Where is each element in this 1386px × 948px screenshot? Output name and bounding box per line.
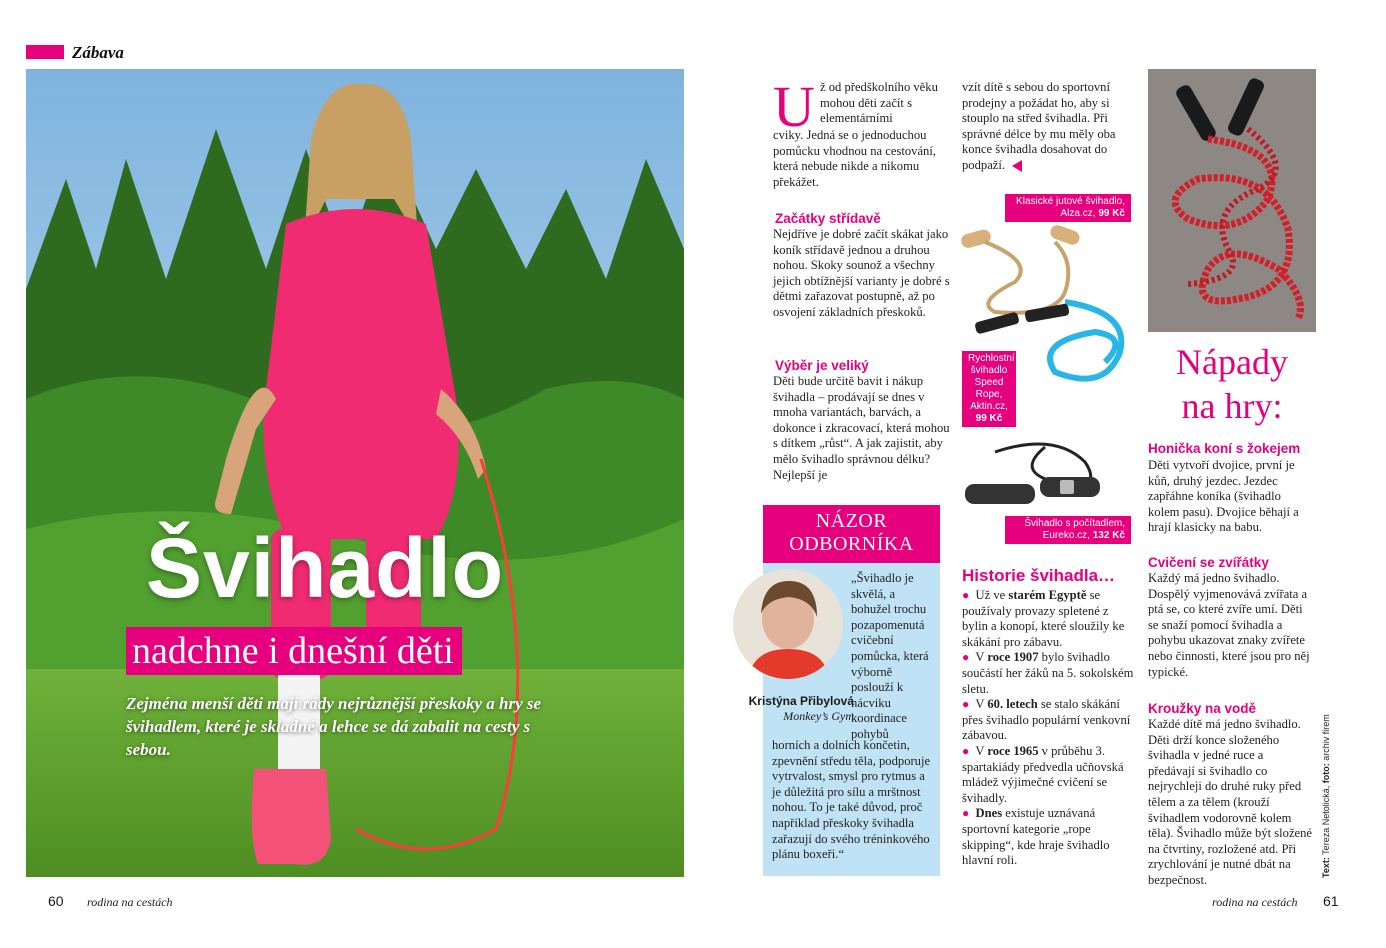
- expert-portrait: [733, 569, 843, 679]
- expert-heading: [763, 510, 940, 556]
- heading-historie: Historie švihadla…: [962, 566, 1116, 585]
- heading-vyber: Výběr je veliký: [775, 358, 869, 373]
- history-item: [962, 588, 1134, 650]
- section-marker: [26, 45, 64, 59]
- expert-heading-line1: NÁZOR: [815, 510, 888, 532]
- paragraph-game-1: Děti vytvoří dvojice, první je kůň, druhý jezdec. Jezdec zapřáhne koníka (švihadlo kolem pasu). Dvojice běhají a hrají klasicky na babu.: [1148, 458, 1299, 535]
- history-list: [962, 588, 1134, 869]
- paragraph-vyber: Děti bude určitě bavit i nákup švihadla – prodávají se dnes v mnoha variantách, barvách, a dokonce i zkracovací, která mohou s dítkem „růst“. A jak zajistit, aby mělo švihadlo správnou délku? Nejlepší je: [773, 374, 950, 482]
- expert-quote-b: horních a dolních končetin, zpevnění středu těla, podporuje vytrvalost, smysl pro rytmus a je důležitá pro sílu a mrštnost nohou. To je také důvod, proč například přeskoky švihadla zařazují do svého tréninkového plánu boxeři.“: [772, 738, 931, 862]
- bullet-icon: ●: [962, 588, 970, 602]
- article-subtitle: nadchne i dnešní děti: [132, 630, 454, 672]
- history-bold: 60. letech: [987, 697, 1038, 712]
- product-label: Rychlostní švihadlo Speed Rope, Aktin.cz,: [968, 353, 1015, 412]
- history-post: se stalo skákání přes švihadlo populární venkovní zábavou.: [962, 697, 1131, 743]
- history-pre: V: [975, 743, 988, 758]
- credits-text-label: Text:: [1321, 857, 1331, 878]
- drop-cap: U: [773, 74, 815, 139]
- history-post: v průběhu 3. spartakiády předvedla učňovská mládež výjimečné cvičení se švihadly.: [962, 743, 1124, 805]
- expert-heading-line2: ODBORNÍKA: [789, 533, 914, 555]
- history-pre: V: [975, 650, 988, 665]
- product-label: Švihadlo s počítadlem, Eureko.cz,: [1024, 518, 1125, 541]
- intro-text-a: ž od předškolního věku mohou děti začít s elementárními: [820, 80, 938, 126]
- product-price: 132 Kč: [1092, 530, 1125, 541]
- heading-zacatky: Začátky střídavě: [775, 211, 881, 226]
- paragraph-game-2: Každý má jedno švihadlo. Dospělý vyjmenovává zvířata a ptá se, co které zvíře umí. Děti se snaží pomocí švihadla a pohybu ukazovat znaky zvířete nebo činnosti, které jsou pro něj typické.: [1148, 571, 1310, 679]
- history-item: [962, 744, 1134, 806]
- expert-organization: Monkey’s Gym: [783, 709, 854, 723]
- bullet-icon: ●: [962, 743, 970, 758]
- credits-photo-label: foto:: [1321, 763, 1331, 784]
- games-title-line2: na hry:: [1181, 386, 1283, 426]
- price-tag-speed: [962, 351, 1016, 427]
- product-price: 99 Kč: [1098, 208, 1125, 219]
- section-label: Zábava: [72, 43, 124, 62]
- bullet-icon: ●: [962, 806, 970, 821]
- heading-game-1: Honička koní s žokejem: [1148, 441, 1301, 456]
- history-item: [962, 806, 1134, 868]
- end-mark-icon: [1012, 160, 1022, 172]
- price-tag-counter: [1005, 516, 1131, 544]
- history-post: bylo švihadlo součástí her žáků na 5. sokolském sletu.: [962, 650, 1134, 696]
- price-tag-jute: [1005, 194, 1131, 222]
- bullet-icon: ●: [962, 650, 970, 665]
- history-post: se používaly provazy spletené z bylin a konopí, které sloužily ke skákání pro zábavu.: [962, 588, 1125, 649]
- page-number-left: 60: [48, 893, 64, 909]
- games-title: [1148, 340, 1316, 428]
- credits-photo-source: archiv firem: [1321, 714, 1331, 761]
- product-price: 99 Kč: [975, 413, 1003, 424]
- heading-game-2: Cvičení se zvířátky: [1148, 555, 1269, 570]
- photo-credits: [1321, 714, 1331, 878]
- history-item: [962, 697, 1134, 744]
- history-item: [962, 650, 1134, 697]
- history-post: existuje uznávaná sportovní kategorie „rope skipping“, kde hraje švihadlo hlavní roli.: [962, 806, 1110, 868]
- page-number-right: 61: [1323, 893, 1339, 909]
- column2-continuation: vzít dítě s sebou do sportovní prodejny a požádat ho, aby si stouplo na střed švihadla. Při správné délce by mu měly oba konce švihadla dosahovat do podpaží.: [962, 80, 1116, 172]
- paragraph-zacatky: Nejdříve je dobré začít skákat jako koník střídavě jednou a druhou nohou. Skoky sounož a všechny jejich obtížnější varianty je dobré s dětmi zařazovat postupně, až po osvojení základních přeskoků.: [773, 227, 950, 319]
- heading-game-3: Kroužky na vodě: [1148, 701, 1257, 716]
- magazine-name-right: rodina na cestách: [1212, 895, 1298, 909]
- history-bold: Dnes: [975, 806, 1003, 821]
- history-bold: starém Egyptě: [1008, 588, 1087, 602]
- history-bold: roce 1907: [987, 650, 1039, 665]
- games-title-line1: Nápady: [1176, 342, 1288, 382]
- rope-photo: [1148, 69, 1316, 332]
- history-pre: Už ve: [975, 588, 1009, 602]
- product-label: Klasické jutové švihadlo, Alza.cz,: [1016, 196, 1125, 219]
- history-bold: roce 1965: [987, 743, 1039, 758]
- expert-name: Kristýna Přibylová: [748, 694, 854, 708]
- expert-quote-a: „Švihadlo je skvělá, a bohužel trochu pozapomenutá cvičební pomůcka, která výborně poslouží k nácviku koordinace pohybů: [851, 571, 929, 741]
- intro-text-b: cviky. Jedná se o jednoduchou pomůcku vhodnou na cestování, která nebude nikde a nikomu překážet.: [773, 128, 936, 189]
- subtitle-box: [126, 627, 462, 675]
- credits-text-author: Tereza Netolická,: [1321, 785, 1331, 855]
- paragraph-game-3: Každé dítě má jedno švihadlo. Děti drží konce složeného švihadla v jedné ruce a předávají si švihadlo co nejrychleji do druhé ruky před tělem a za tělem (krouží švihadlem vodorovně kolem těla). Švihadlo může být složené na čtvrtiny, rozložené atd. Při zrychlování je nutné dbát na bezpečnost.: [1148, 717, 1313, 887]
- article-lead: Zejména menší děti mají rády nejrůznější přeskoky a hry se švihadlem, které je skladné a lehce se dá zabalit na cesty s sebou.: [126, 694, 542, 759]
- magazine-name-left: rodina na cestách: [87, 895, 173, 909]
- article-title: Švihadlo: [146, 521, 505, 615]
- bullet-icon: ●: [962, 697, 970, 712]
- history-pre: V: [975, 697, 988, 712]
